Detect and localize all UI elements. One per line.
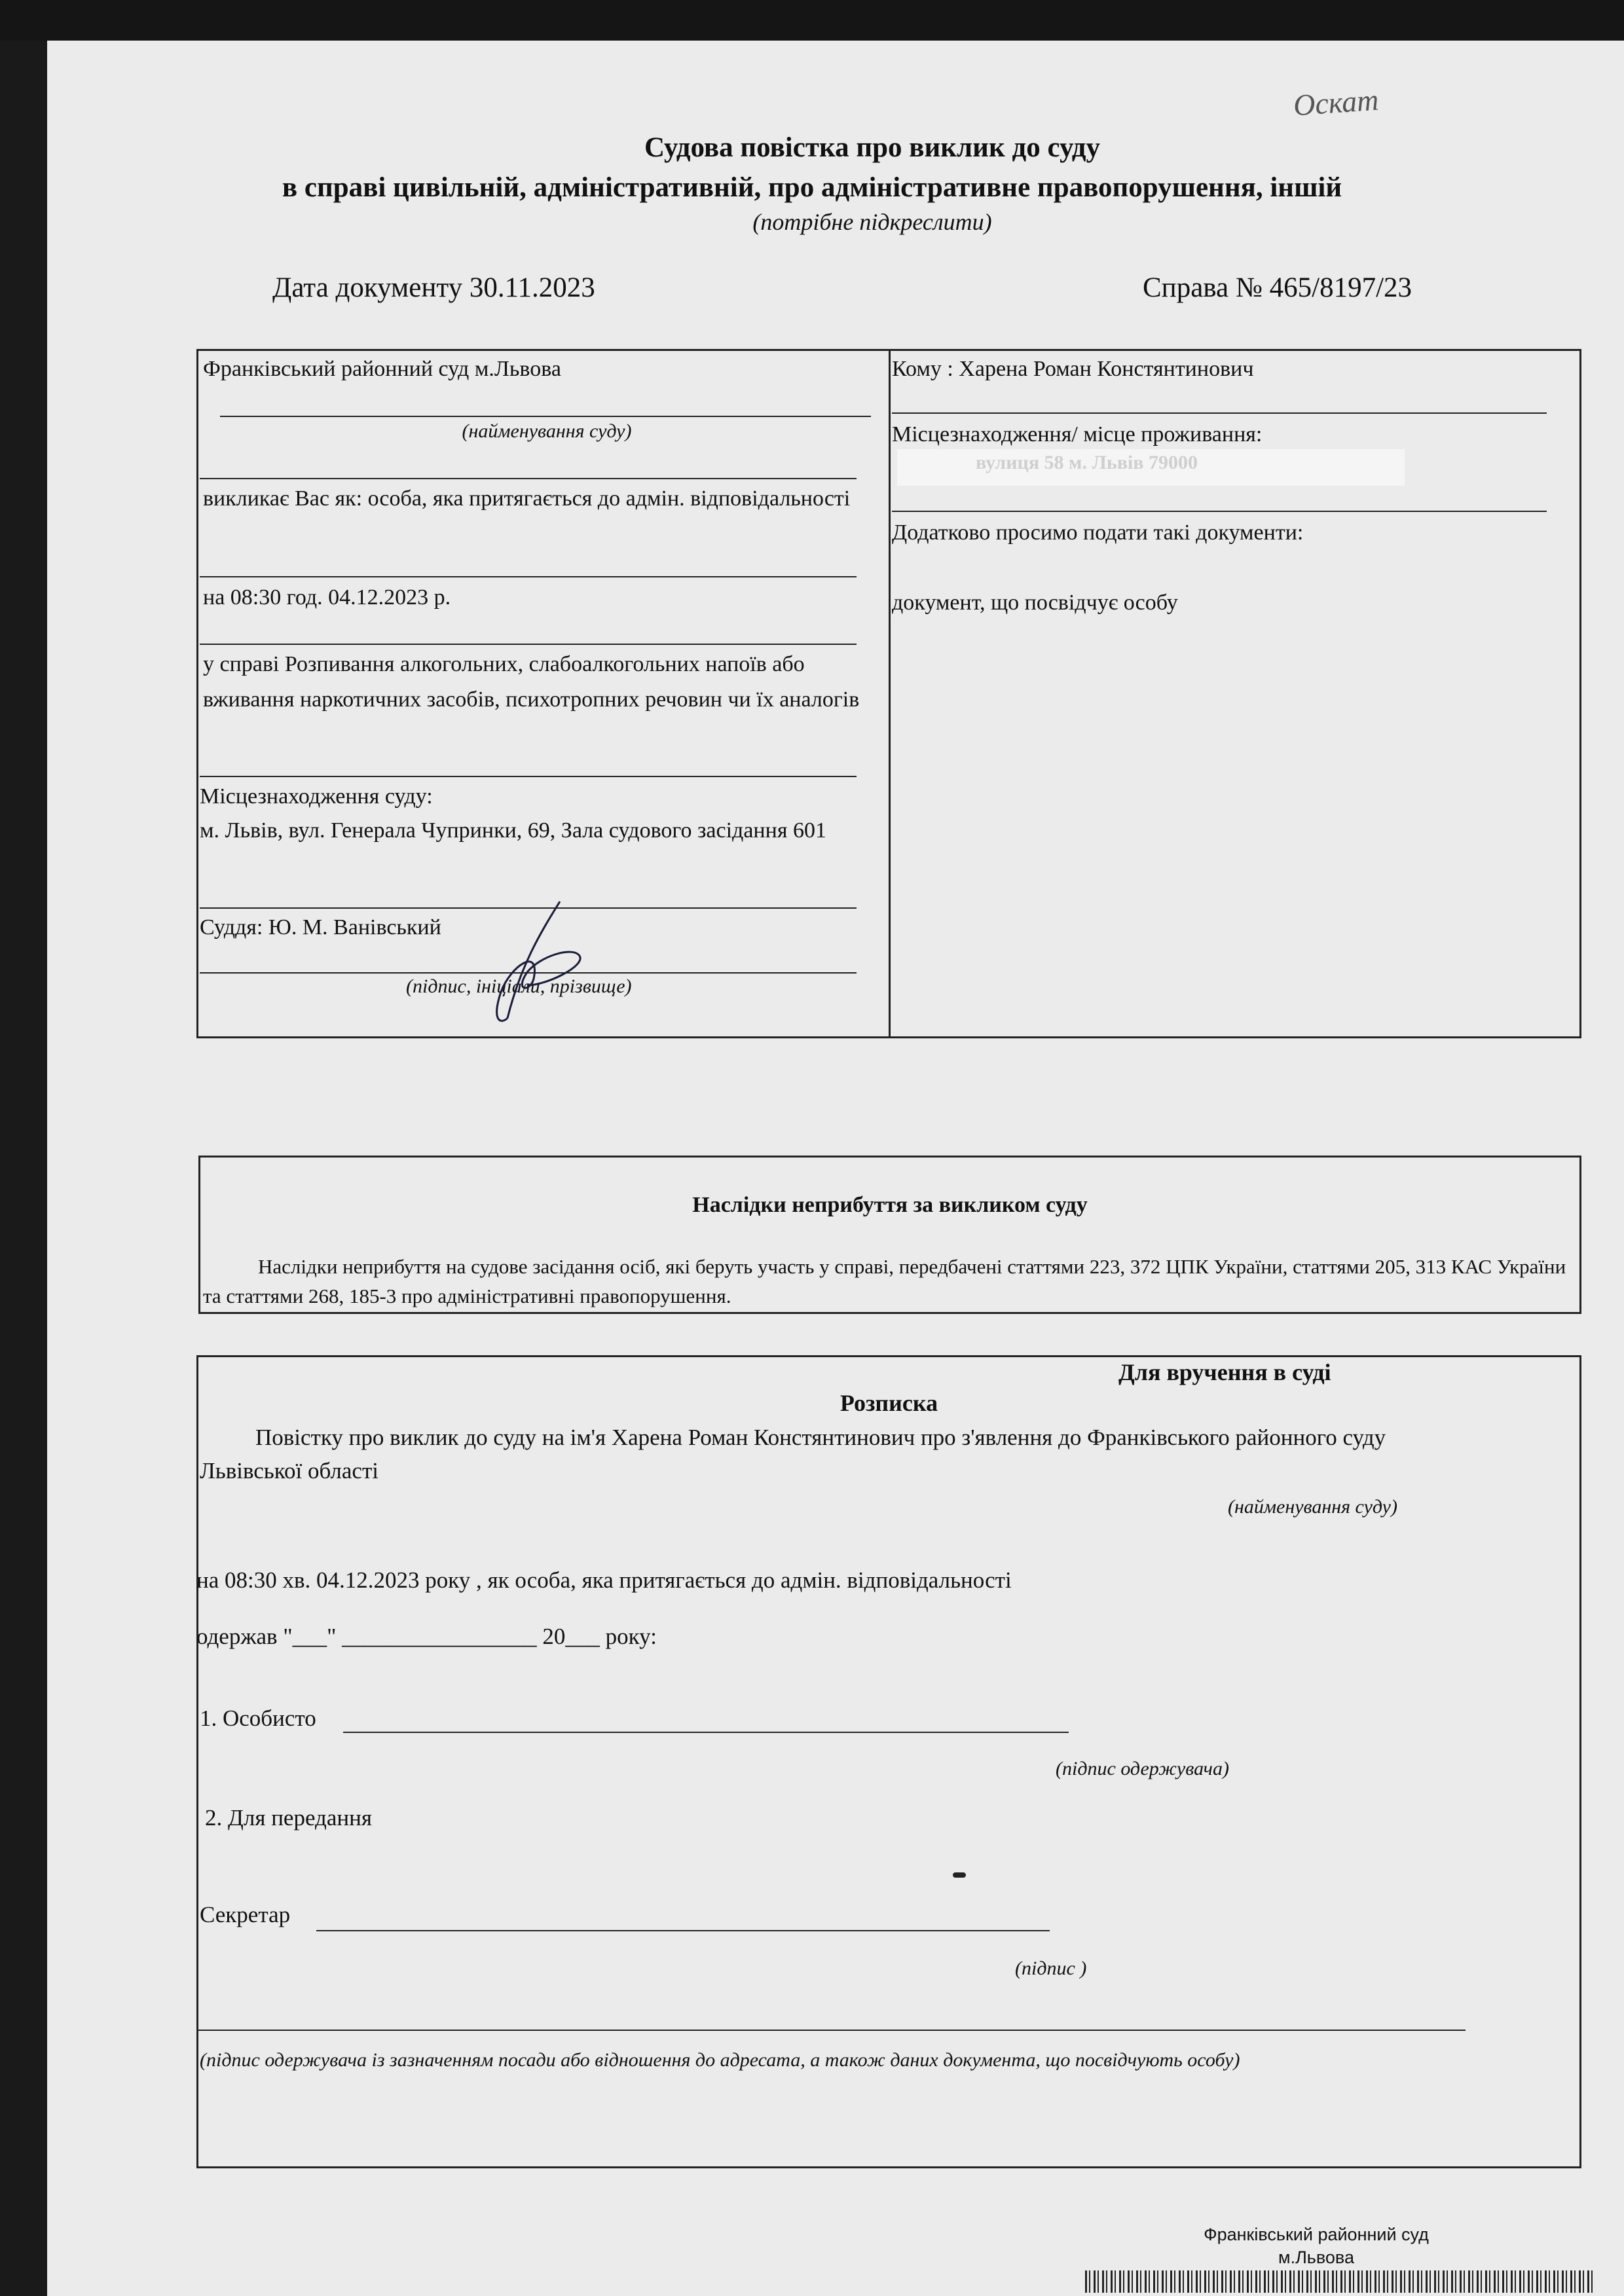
footer-court-line-1: Франківський районний суд bbox=[1204, 2225, 1429, 2244]
court-name: Франківський районний суд м.Львова bbox=[203, 357, 561, 381]
extra-docs-value: документ, що посвідчує особу bbox=[892, 591, 1178, 615]
personally-label: 1. Особисто bbox=[200, 1705, 316, 1731]
footer-barcode bbox=[1085, 2270, 1596, 2293]
scan-dark-edge bbox=[0, 0, 1624, 41]
secretary-signature-caption: (підпис ) bbox=[1015, 1958, 1087, 1979]
consequences-title: Наслідки неприбуття за викликом суду bbox=[692, 1193, 1088, 1217]
title-note: (потрібне підкреслити) bbox=[752, 209, 992, 235]
personally-signature-line bbox=[343, 1732, 1069, 1733]
case-subject-underline bbox=[200, 776, 857, 777]
court-location-label: Місцезнаходження суду: bbox=[200, 784, 433, 809]
title-line-2: в справі цивільній, адміністративній, про адміністративне правопорушення, іншій bbox=[282, 172, 1342, 203]
hearing-time-underline bbox=[200, 644, 857, 645]
receipt-text: Повістку про виклик до суду на ім'я Харена Роман Констянтинович про з'явлення до Франківського районного суду Львівської області bbox=[200, 1425, 1386, 1484]
hearing-time: на 08:30 год. 04.12.2023 р. bbox=[203, 585, 451, 610]
bottom-signature-line bbox=[198, 2030, 1466, 2031]
secretary-label: Секретар bbox=[200, 1902, 291, 1927]
title-line-1: Судова повістка про виклик до суду bbox=[644, 132, 1101, 163]
secretary-signature-line bbox=[316, 1930, 1050, 1931]
margin-handwritten-note: Оскат bbox=[1292, 82, 1380, 122]
court-caption: (найменування суду) bbox=[462, 420, 632, 442]
summons-table-divider bbox=[889, 349, 891, 1038]
case-subject: у справі Розпивання алкогольних, слабоалкогольних напоїв або вживання наркотичних засобів, психотропних речовин чи їх аналогів bbox=[203, 652, 860, 712]
address-value: вулиця 58 м. Львів 79000 bbox=[976, 452, 1198, 473]
consequences-text: Наслідки неприбуття на судове засідання осіб, які беруть участь у справі, передбачені статтями 223, 372 ЦПК України, статтями 205, 313 КАС України та статтями 268, 185-3 про адміністративні правопорушення. bbox=[203, 1255, 1566, 1307]
judge-signature bbox=[488, 894, 599, 1031]
received-line: одержав "___" _________________ 20___ року: bbox=[196, 1624, 657, 1649]
judge-name: Суддя: Ю. М. Ванівський bbox=[200, 915, 441, 939]
court-location-value: м. Львів, вул. Генерала Чупринки, 69, Зала судового засідання 601 bbox=[200, 818, 826, 843]
recipient-signature-caption: (підпис одержувача) bbox=[1056, 1758, 1229, 1779]
court-name-underline bbox=[220, 416, 871, 417]
receipt-time-line: на 08:30 хв. 04.12.2023 року , як особа, яка притягається до адмін. відповідальності bbox=[196, 1567, 1012, 1593]
ink-speck bbox=[953, 1872, 966, 1878]
recipient-name: Кому : Харена Роман Констянтинович bbox=[892, 357, 1254, 381]
receipt-title: Розписка bbox=[840, 1390, 938, 1416]
court-caption-underline bbox=[200, 478, 857, 479]
for-transfer-label: 2. Для передання bbox=[205, 1805, 372, 1831]
receipt-court-caption: (найменування суду) bbox=[1228, 1496, 1397, 1518]
document-date: Дата документу 30.11.2023 bbox=[272, 272, 595, 303]
footer-court-line-2: м.Львова bbox=[1278, 2248, 1354, 2267]
address-label: Місцезнаходження/ місце проживання: bbox=[892, 422, 1263, 446]
bottom-signature-caption: (підпис одержувача із зазначенням посади або відношення до адресата, а також даних документа, що посвідчують особу) bbox=[200, 2049, 1240, 2071]
recipient-underline bbox=[892, 412, 1547, 414]
extra-docs-label: Додатково просимо подати такі документи: bbox=[892, 520, 1304, 545]
summons-as-underline bbox=[200, 576, 857, 577]
summons-as: викликає Вас як: особа, яка притягається до адмін. відповідальності bbox=[203, 486, 851, 511]
for-court-label: Для вручення в суді bbox=[1118, 1359, 1331, 1385]
address-underline bbox=[892, 511, 1547, 512]
case-number: Справа № 465/8197/23 bbox=[1143, 272, 1412, 303]
judge-signature-caption: (підпис, ініціали, прізвище) bbox=[406, 975, 632, 997]
